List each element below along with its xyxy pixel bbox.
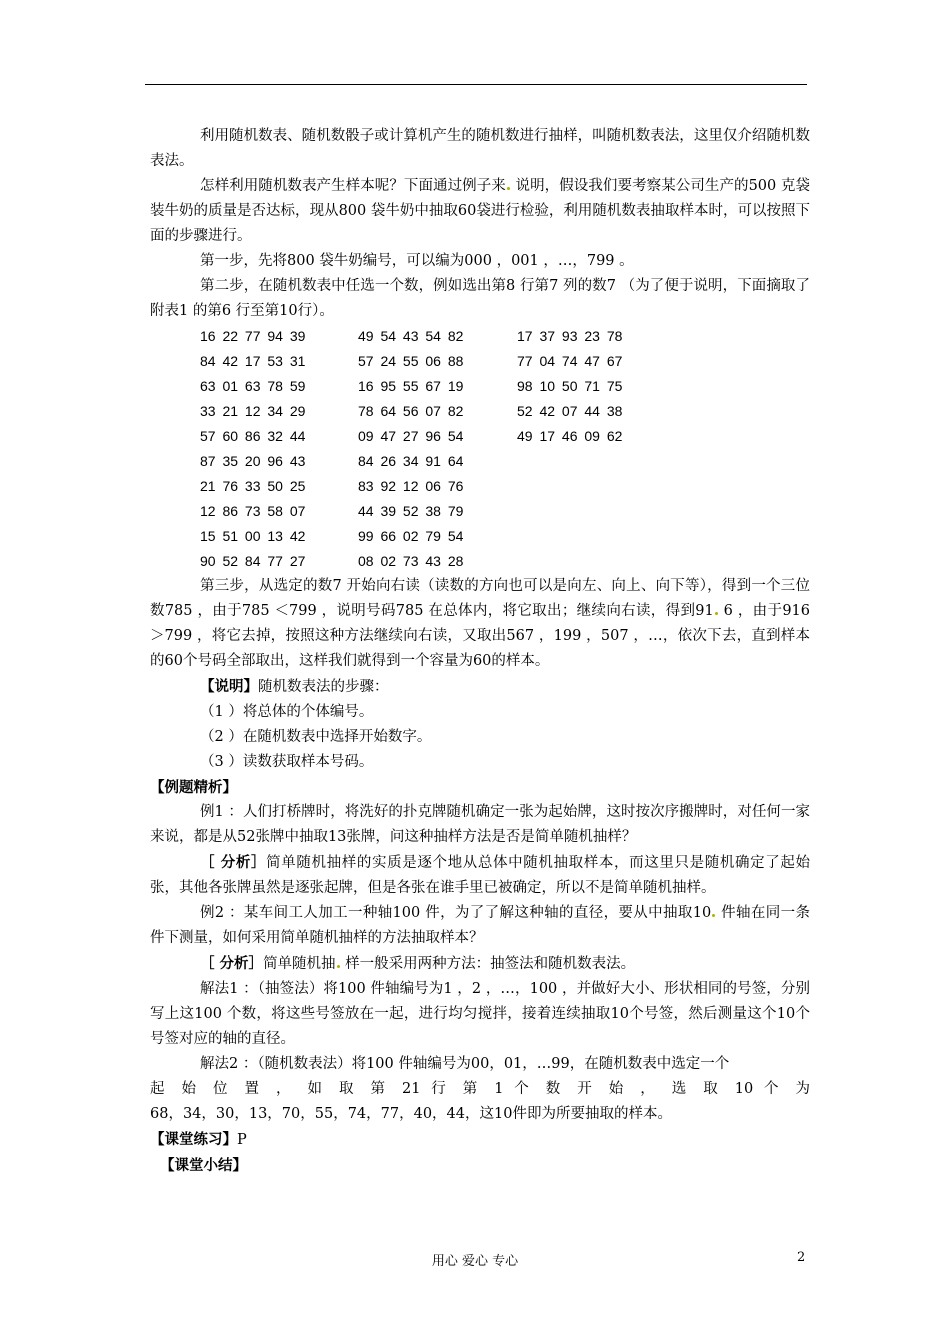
mark-dot	[715, 612, 718, 615]
table-row: 84 42 17 53 31	[200, 353, 306, 369]
table-row: 16 22 77 94 39	[200, 328, 306, 344]
table-row: 90 52 84 77 27	[200, 553, 306, 569]
note-step-2: （2 ）在随机数表中选择开始数字。	[200, 729, 432, 745]
table-row: 78 64 56 07 82	[358, 403, 464, 419]
table-row: 87 35 20 96 43	[200, 453, 306, 469]
section-heading-practice: 【课堂练习】P	[150, 1131, 247, 1148]
table-row: 17 37 93 23 78	[517, 328, 623, 344]
table-row: 49 54 43 54 82	[358, 328, 464, 344]
table-row: 57 60 86 32 44	[200, 428, 306, 444]
section-heading-summary: 【课堂小结】	[160, 1157, 247, 1174]
solution-2-line-2: 起 始 位 置 ， 如 取 第 21 行 第 1 个 数 开 始 ， 选 取 10 个 为	[150, 1081, 810, 1097]
random-number-table	[150, 324, 810, 574]
table-row: 09 47 27 96 54	[358, 428, 464, 444]
document-body	[150, 124, 810, 1178]
paragraph-step-2: 第二步，在随机数表中任选一个数，例如选出第8 行第7 列的数7 （为了便于说明，下面摘取了附表1 的第6 行至第10行）。	[150, 278, 810, 319]
note-step-1: （1 ）将总体的个体编号。	[200, 704, 374, 720]
example-2: 例2 ：某车间工人加工一种轴100 件，为了了解这种轴的直径，要从中抽取10 件轴在同一条件下测量，如何采用简单随机抽样的方法抽取样本？	[150, 905, 810, 946]
note-step-3: （3 ）读数获取样本号码。	[200, 754, 374, 770]
example-1: 例1 ：人们打桥牌时，将洗好的扑克牌随机确定一张为起始牌，这时按次序搬牌时，对任何一家来说，都是从52张牌中抽取13张牌，问这种抽样方法是否是简单随机抽样？	[150, 804, 810, 845]
table-row: 99 66 02 79 54	[358, 528, 464, 544]
analysis-2: ［ 分析］简单随机抽 样一般采用两种方法：抽签法和随机数表法。	[200, 955, 636, 972]
table-row: 33 21 12 34 29	[200, 403, 306, 419]
solution-1: 解法1 ：（抽签法）将100 件轴编号为1 ，2 ，…，100 ，并做好大小、形状相同的号签，分别写上这100 个数，将这些号签放在一起，进行均匀搅拌，接着连续抽取10个号签，然后测量这个10个号签对应的轴的直径。	[150, 981, 810, 1047]
table-column-3	[517, 324, 622, 449]
mark-dot	[507, 187, 510, 190]
table-row: 57 24 55 06 88	[358, 353, 464, 369]
table-row: 77 04 74 47 67	[517, 353, 623, 369]
paragraph-example-setup: 怎样利用随机数表产生样本呢？下面通过例子来 说明，假设我们要考察某公司生产的500 克袋装牛奶的质量是否达标，现从800 袋牛奶中抽取60袋进行检验，利用随机数表抽取样本时，可以按照下面的步骤进行。	[150, 178, 810, 244]
table-row: 44 39 52 38 79	[358, 503, 464, 519]
footer-motto: 用心 爱心 专心	[431, 1254, 519, 1269]
paragraph-step-1: 第一步，先将800 袋牛奶编号，可以编为000 ，001 ，…，799 。	[200, 253, 634, 269]
table-row: 63 01 63 78 59	[200, 378, 306, 394]
header-rule	[145, 84, 807, 85]
table-row: 52 42 07 44 38	[517, 403, 623, 419]
table-row: 21 76 33 50 25	[200, 478, 306, 494]
table-row: 84 26 34 91 64	[358, 453, 464, 469]
paragraph-step-3: 第三步，从选定的数7 开始向右读（读数的方向也可以是向左、向上、向下等），得到一个三位数785 ，由于785 ＜799 ，说明号码785 在总体内，将它取出；继续向右读，得到91 6 ，由于916 ＞799 ，将它去掉，按照这种方法继续向右读，又取出567 ，199 ，507 ，…，依次下去，直到样本的60个号码全部取出，这样我们就得到一个容量为60的样本。	[150, 578, 810, 669]
section-heading-examples: 【例题精析】	[150, 779, 237, 796]
table-row: 08 02 73 43 28	[358, 553, 464, 569]
mark-dot	[712, 914, 715, 917]
table-row: 12 86 73 58 07	[200, 503, 306, 519]
table-row: 83 92 12 06 76	[358, 478, 464, 494]
paragraph-intro: 利用随机数表、随机数骰子或计算机产生的随机数进行抽样，叫随机数表法，这里仅介绍随机数表法。	[150, 128, 810, 169]
table-column-1	[200, 324, 305, 574]
solution-2-line-1: 解法2 ：（随机数表法）将100 件轴编号为00，01，…99，在随机数表中选定一个	[200, 1056, 730, 1072]
table-column-2	[358, 324, 463, 574]
table-row: 16 95 55 67 19	[358, 378, 464, 394]
table-row: 49 17 46 09 62	[517, 428, 623, 444]
mark-dot	[337, 965, 340, 968]
table-row: 15 51 00 13 42	[200, 528, 306, 544]
table-row: 98 10 50 71 75	[517, 378, 623, 394]
note-heading: 【说明】随机数表法的步骤：	[200, 678, 389, 695]
page-number: 2	[797, 1250, 806, 1265]
analysis-1: ［ 分析］简单随机抽样的实质是逐个地从总体中随机抽取样本，而这里只是随机确定了起始张，其他各张牌虽然是逐张起牌，但是各张在谁手里已被确定，所以不是简单随机抽样。	[150, 854, 810, 896]
solution-2-line-3: 68，34，30，13，70，55，74，77，40，44，这10件即为所要抽取的样本。	[150, 1106, 672, 1122]
